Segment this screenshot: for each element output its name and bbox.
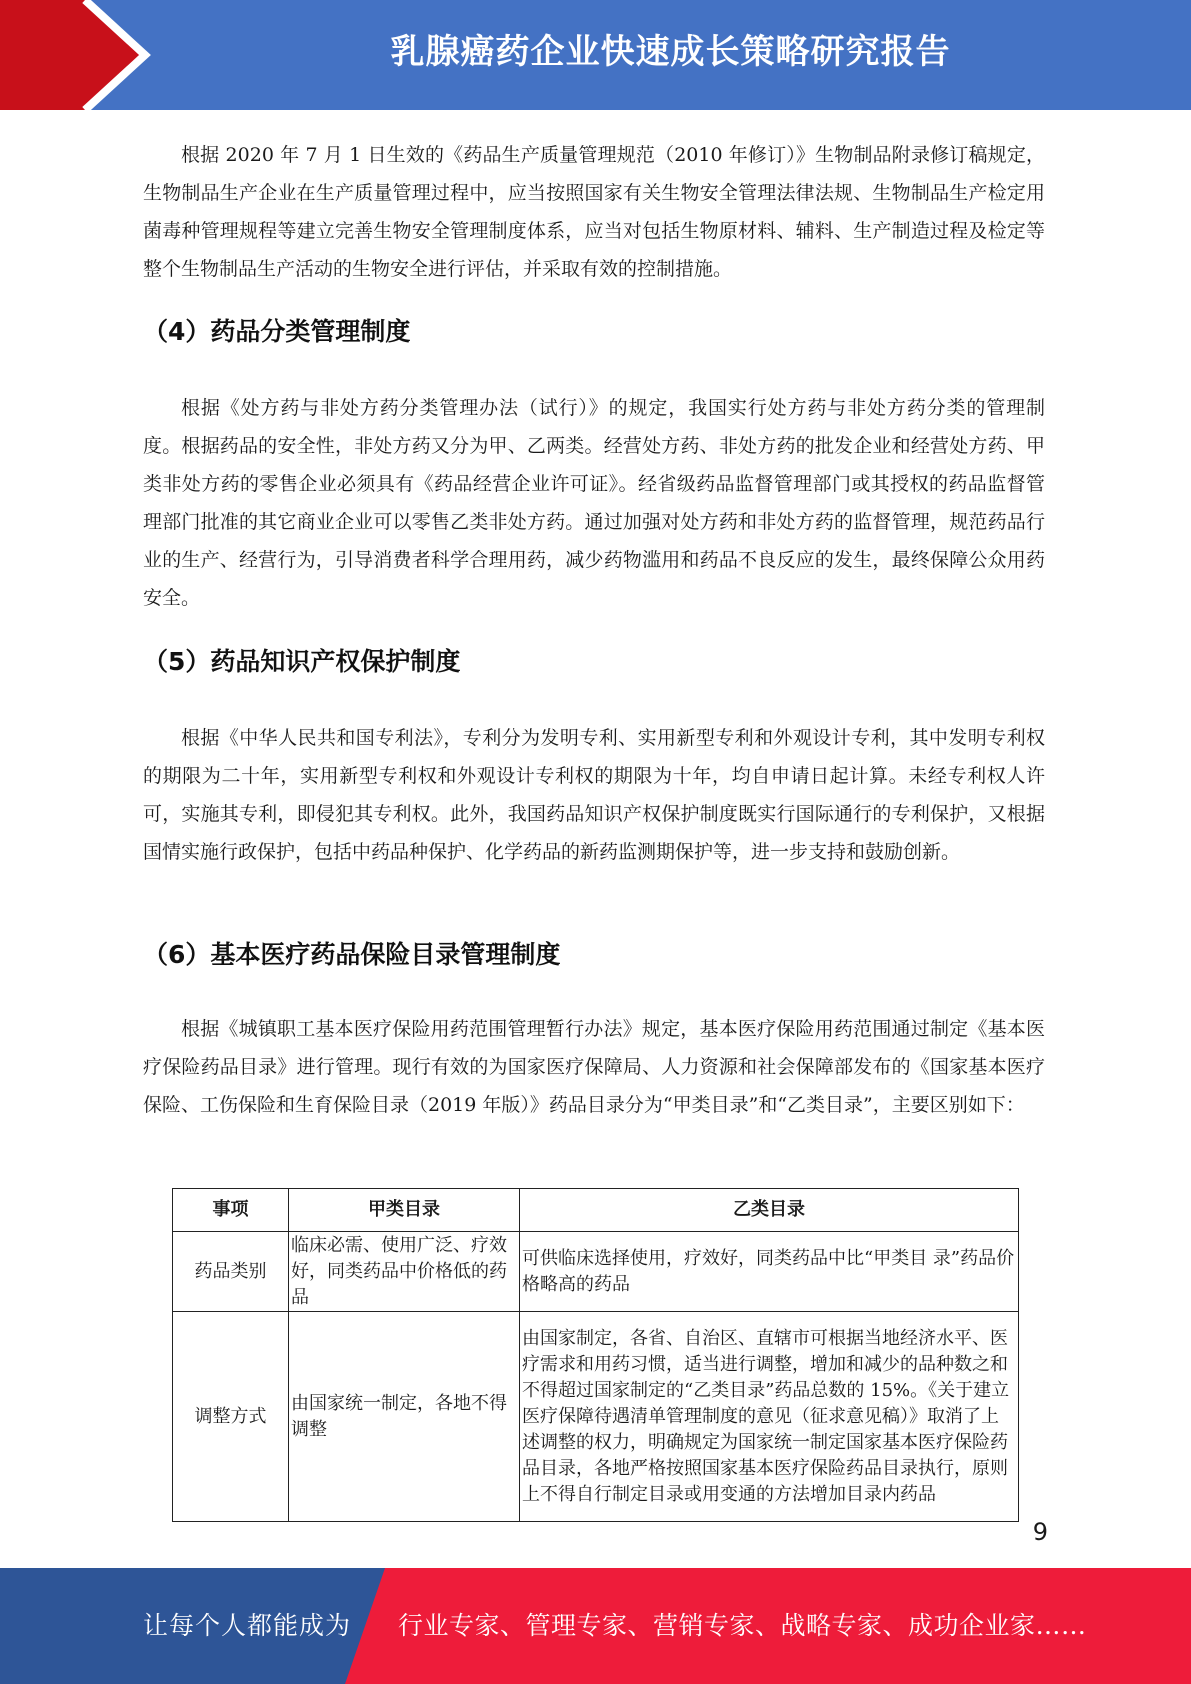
body-section-1 bbox=[143, 136, 1045, 288]
table-cell-class-a: 临床必需、使用广泛、疗效好，同类药品中价格低的药品 bbox=[289, 1232, 520, 1312]
section-heading-5: （5）药品知识产权保护制度 bbox=[143, 647, 461, 676]
section-heading-6: （6）基本医疗药品保险目录管理制度 bbox=[143, 940, 561, 969]
page-number: 9 bbox=[1032, 1518, 1048, 1546]
paragraph: 根据《中华人民共和国专利法》，专利分为发明专利、实用新型专利和外观设计专利，其中发明专利权的期限为二十年，实用新型专利权和外观设计专利权的期限为十年，均自申请日起计算。未经专利权人许可，实施其专利，即侵犯其专利权。此外，我国药品知识产权保护制度既实行国际通行的专利保护，又根据国情实施行政保护，包括中药品种保护、化学药品的新药监测期保护等，进一步支持和鼓励创新。 bbox=[143, 727, 1045, 863]
table-row bbox=[173, 1232, 1019, 1312]
paragraph: 根据《城镇职工基本医疗保险用药范围管理暂行办法》规定，基本医疗保险用药范围通过制定《基本医疗保险药品目录》进行管理。现行有效的为国家医疗保障局、人力资源和社会保障部发布的《国家基本医疗保险、工伤保险和生育保险目录（2019 年版）》药品目录分为“甲类目录”和“乙类目录”，主要区别如下： bbox=[143, 1018, 1045, 1116]
body-section-4 bbox=[143, 1010, 1045, 1124]
table-cell-item: 调整方式 bbox=[173, 1312, 289, 1522]
page-title: 乳腺癌药企业快速成长策略研究报告 bbox=[390, 32, 951, 72]
paragraph: 根据《处方药与非处方药分类管理办法（试行）》的规定，我国实行处方药与非处方药分类的管理制度。根据药品的安全性，非处方药又分为甲、乙两类。经营处方药、非处方药的批发企业和经营处方药、甲类非处方药的零售企业必须具有《药品经营企业许可证》。经省级药品监督管理部门或其授权的药品监督管理部门批准的其它商业企业可以零售乙类非处方药。通过加强对处方药和非处方药的监督管理，规范药品行业的生产、经营行为，引导消费者科学合理用药，减少药物滥用和药品不良反应的发生，最终保障公众用药安全。 bbox=[143, 397, 1045, 609]
footer-banner bbox=[0, 1568, 1191, 1684]
header-banner bbox=[0, 0, 1191, 110]
table-header-cell: 乙类目录 bbox=[520, 1189, 1019, 1232]
drug-directory-table bbox=[172, 1188, 1019, 1522]
footer-slogan-left: 让每个人都能成为 bbox=[143, 1611, 352, 1640]
section-heading-4: （4）药品分类管理制度 bbox=[143, 317, 411, 346]
table-cell-item: 药品类别 bbox=[173, 1232, 289, 1312]
table-cell-class-b: 由国家制定，各省、自治区、直辖市可根据当地经济水平、医疗需求和用药习惯，适当进行调整，增加和减少的品种数之和不得超过国家制定的“乙类目录”药品总数的 15%。《关于建立医疗保障待遇清单管理制度的意见（征求意见稿）》取消了上述调整的权力，明确规定为国家统一制定国家基本医疗保险药品目录，各地严格按照国家基本医疗保险药品目录执行，原则上不得自行制定目录或用变通的方法增加目录内药品 bbox=[520, 1312, 1019, 1522]
body-section-3 bbox=[143, 719, 1045, 871]
table-header-cell: 事项 bbox=[173, 1189, 289, 1232]
table-header-cell: 甲类目录 bbox=[289, 1189, 520, 1232]
table-cell-class-b: 可供临床选择使用，疗效好，同类药品中比“甲类目 录”药品价格略高的药品 bbox=[520, 1232, 1019, 1312]
table-row bbox=[173, 1312, 1019, 1522]
body-section-2 bbox=[143, 389, 1045, 617]
table-cell-class-a: 由国家统一制定，各地不得调整 bbox=[289, 1312, 520, 1522]
footer-slogan-right: 行业专家、管理专家、营销专家、战略专家、成功企业家…… bbox=[398, 1611, 1087, 1640]
paragraph: 根据 2020 年 7 月 1 日生效的《药品生产质量管理规范（2010 年修订）》生物制品附录修订稿规定，生物制品生产企业在生产质量管理过程中，应当按照国家有关生物安全管理法律法规、生物制品生产检定用菌毒种管理规程等建立完善生物安全管理制度体系，应当对包括生物原材料、辅料、生产制造过程及检定等整个生物制品生产活动的生物安全进行评估，并采取有效的控制措施。 bbox=[143, 144, 1045, 280]
table-header-row bbox=[173, 1189, 1019, 1232]
